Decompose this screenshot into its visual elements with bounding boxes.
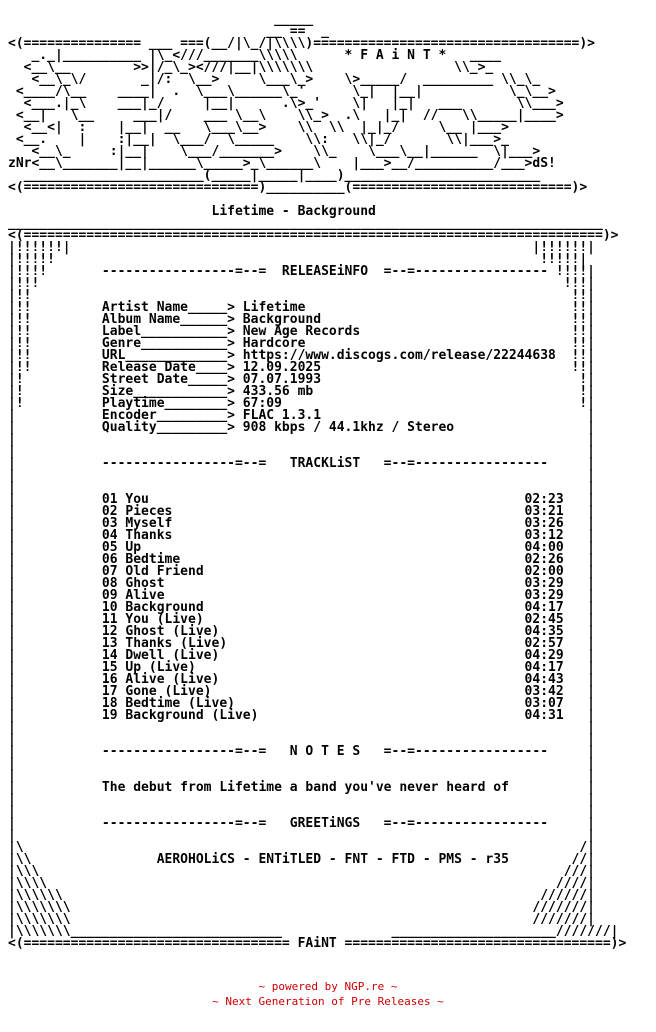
nfo-line: |\\ AEROHOLiCS - ENTiTLED - FNT - FTD - PMS - r35 //| — [8, 852, 595, 867]
nfo-line: <(================================== FAiNT ==================================)> — [8, 936, 627, 951]
nfo-line: <(==============================)__________(============================)> — [8, 180, 588, 195]
nfo-line: <__<| : |__| __ \___\__> \\ \\ |_|_/ \__ |___> — [8, 120, 509, 135]
nfo-line: | | — [8, 804, 595, 819]
nfo-line: | -----------------=--= N O T E S =--=----------------- | — [8, 744, 595, 759]
nfo-line: | 05 Up 04:00 | — [8, 540, 595, 555]
nfo-line: zNr<__\_______|__|______\_____>_\______\ |___>__/__________/___>dS! — [8, 156, 556, 171]
nfo-line: <(=============== ___ ===(__/|\_/|\\\\)==================================)> — [8, 36, 595, 51]
nfo-line: | 07 Old Friend 02:00 | — [8, 564, 595, 579]
nfo-line: |!! Album Name______> Background !!| — [8, 312, 595, 327]
nfo-line: | | — [8, 828, 595, 843]
nfo-line: |!! Release Date____> 12.09.2025 !!| — [8, 360, 595, 375]
nfo-line: |\\\\\\\___________________________ _____________________///////| — [8, 924, 619, 939]
nfo-line: <__\_\/ _|/: \__> \___\_> \>_____/ _________ \\_\_ — [8, 72, 541, 87]
nfo-line: | | — [8, 480, 595, 495]
nfo-line: | | — [8, 732, 595, 747]
nfo-line: |!!!!!!| |!!!!!!| — [8, 240, 595, 255]
nfo-line: | 19 Background (Live) 04:31 | — [8, 708, 595, 723]
nfo-line: ____________________________________________________________________________ — [8, 216, 603, 231]
nfo-line: | | — [8, 768, 595, 783]
nfo-line: | | — [8, 792, 595, 807]
nfo-line: Lifetime - Background — [8, 204, 376, 219]
nfo-line: | 04 Thanks 03:12 | — [8, 528, 595, 543]
nfo-line: |!! Label___________> New Age Records !!| — [8, 324, 595, 339]
nfo-line: | | — [8, 444, 595, 459]
nfo-line: _______________________(_____|_____|____)_________________________ — [8, 168, 541, 183]
nfo-line: | 02 Pieces 03:21 | — [8, 504, 595, 519]
nfo-line: | 14 Dwell (Live) 04:29 | — [8, 648, 595, 663]
nfo-line: |\ /| — [8, 840, 595, 855]
nfo-line: |\\\ ///| — [8, 864, 595, 879]
nfo-line: |\\\\ ////| — [8, 876, 595, 891]
nfo-line: |!! Artist Name_____> Lifetime !!| — [8, 300, 595, 315]
nfo-line: |\\\\\\\ ///////| — [8, 912, 595, 927]
nfo-line: | -----------------=--= TRACKLiST =--=----------------- | — [8, 456, 595, 471]
nfo-line: | 08 Ghost 03:29 | — [8, 576, 595, 591]
nfo-line: <___.|_\ ___|_/ |__| .\>_' \| |_| ___ \\___> — [8, 96, 564, 111]
nfo-line: | 16 Alive (Live) 04:43 | — [8, 672, 595, 687]
nfo-line: |!! !!| — [8, 288, 595, 303]
nfo-line: <__\_ :|__| \___/_______> \\_ \___\__|______ \|___> — [8, 144, 541, 159]
nfo-line: |!!!!! !!!!!| — [8, 252, 588, 267]
nfo-line: <__| \__ ___|/ ___ \__\ \\_> .\ |_| // \\_____|____> — [8, 108, 564, 123]
nfo-line: _____ — [8, 12, 314, 27]
nfo-line: | 01 You 02:23 | — [8, 492, 595, 507]
nfo-line: |!!!! -----------------=--= RELEASEiNFO =--=----------------- !!!!| — [8, 264, 595, 279]
nfo-line: | | — [8, 756, 595, 771]
nfo-line: | 12 Ghost (Live) 04:35 | — [8, 624, 595, 639]
nfo-line: <____/\__ ____| . \___\______\_' \_| |__| \_\__> — [8, 84, 556, 99]
nfo-line: | 03 Myself 03:26 | — [8, 516, 595, 531]
nfo-line: | 09 Alive 03:29 | — [8, 588, 595, 603]
nfo-line: | | — [8, 432, 595, 447]
footer-tagline: ~ Next Generation of Pre Releases ~ — [212, 995, 444, 1008]
nfo-line: |! Street Date_____> 07.07.1993 !| — [8, 372, 595, 387]
nfo-line: <__\__ >>|/_\_><///|__|\\\\\\\ \\_>_ — [8, 60, 494, 75]
nfo-line: | | — [8, 468, 595, 483]
nfo-line: | Quality_________> 908 kbps / 44.1khz / Stereo | — [8, 420, 595, 435]
nfo-line: | 18 Bedtime (Live) 03:07 | — [8, 696, 595, 711]
nfo-line: | Encoder_________> FLAC 1.3.1 | — [8, 408, 595, 423]
nfo-line: |\\\\\\ //////| — [8, 888, 595, 903]
nfo-line: |! Playtime________> 67:09 !| — [8, 396, 595, 411]
nfo-line: | The debut from Lifetime a band you've never heard of | — [8, 780, 595, 795]
nfo-line: |!!! !!!| — [8, 276, 595, 291]
nfo-line: | 17 Gone (Live) 03:42 | — [8, 684, 595, 699]
nfo-line: | -----------------=--= GREETiNGS =--=----------------- | — [8, 816, 595, 831]
nfo-line: __ == _ — [8, 24, 329, 39]
nfo-line: <(==========================================================================)> — [8, 228, 619, 243]
nfo-line: | 10 Background 04:17 | — [8, 600, 595, 615]
nfo-document — [8, 14, 626, 950]
nfo-line: | 11 You (Live) 02:45 | — [8, 612, 595, 627]
nfo-line: |! Size____________> 433.56 mb !| — [8, 384, 595, 399]
footer-powered-by: ~ powered by NGP.re ~ — [258, 980, 398, 993]
nfo-line: |!! Genre___________> Hardcore !!| — [8, 336, 595, 351]
nfo-line: | 15 Up (Live) 04:17 | — [8, 660, 595, 675]
nfo-line: | 06 Bedtime 02:26 | — [8, 552, 595, 567]
nfo-line: |\\\\\\\ ///////| — [8, 900, 595, 915]
nfo-line: |!! URL_____________> https://www.discogs.com/release/22244638 !!| — [8, 348, 595, 363]
nfo-line: | | — [8, 720, 595, 735]
nfo-line: | 13 Thanks (Live) 02:57 | — [8, 636, 595, 651]
nfo-line: <__. | :|__| \___/ \_____ \\: \\|_/ \\|___>_ — [8, 132, 509, 147]
nfo-line: _._|__________ |\_<///_______\\\\\ * F A i N T * ____ — [8, 48, 502, 63]
